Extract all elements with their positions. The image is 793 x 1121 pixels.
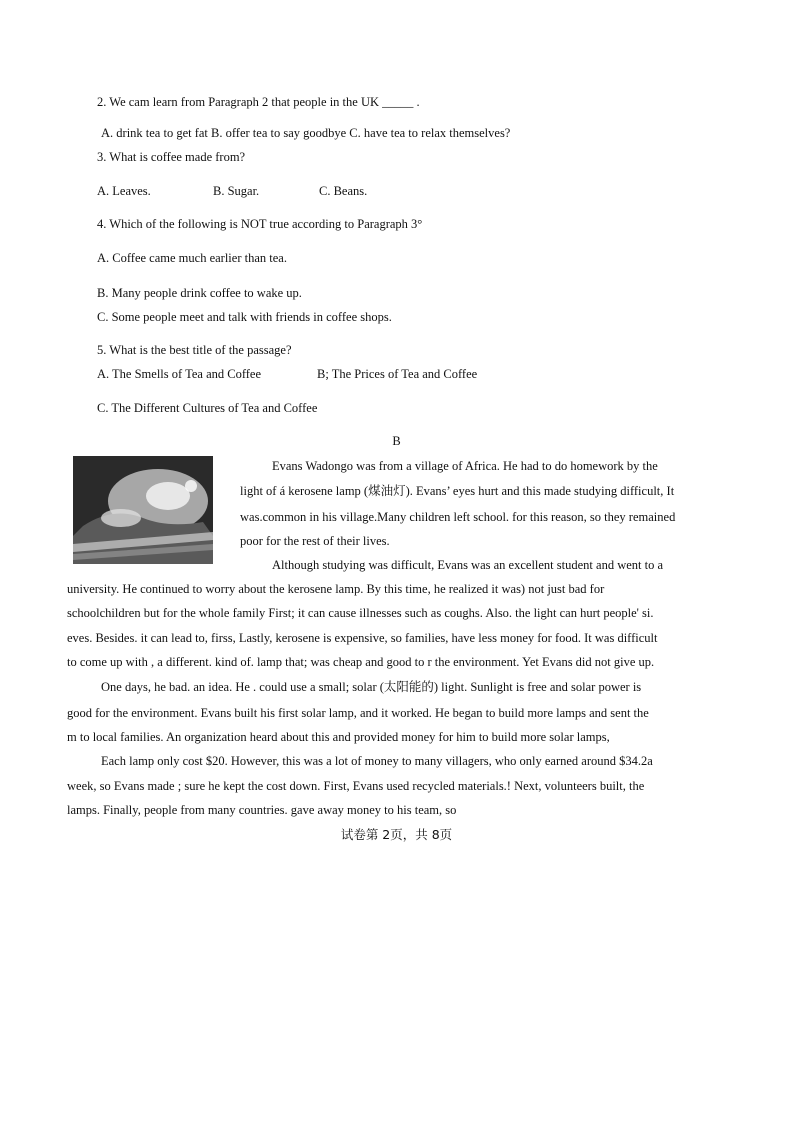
paragraph-2-line-4: eves. Besides. it can lead to, firss, Lastly, kerosene is expensive, so families, have less money for food. It was difficult (67, 631, 658, 645)
paragraph-3-line-1: One days, he bad. an idea. He . could use a small; solar (太阳能的) light. Sunlight is free and solar power is (101, 680, 642, 694)
question-4-stem: 4. Which of the following is NOT true according to Paragraph 3° (97, 217, 423, 231)
question-3-stem: 3. What is coffee made from? (97, 150, 246, 164)
paragraph-4-line-2: week, so Evans made ; sure he kept the cost down. First, Evans used recycled materials.! Next, volunteers built, the (67, 779, 645, 793)
page-footer: 试卷第 2页，共 8页 (340, 827, 453, 842)
question-5-option-b: B; The Prices of Tea and Coffee (317, 367, 478, 381)
paragraph-3-line-2: good for the environment. Evans built his first solar lamp, and it worked. He began to build more lamps and sent the (67, 706, 649, 720)
paragraph-4-line-1: Each lamp only cost $20. However, this was a lot of money to many villagers, who only earned around $34.2a (101, 754, 653, 768)
paragraph-2-line-1: Although studying was difficult, Evans was an excellent student and went to a (272, 558, 664, 572)
paragraph-3-line-3: m to local families. An organization heard about this and provided money for him to build more solar lamps, (67, 730, 610, 744)
section-b-heading: B (392, 434, 401, 448)
question-4-option-b: B. Many people drink coffee to wake up. (97, 286, 302, 300)
question-2-options: A. drink tea to get fat B. offer tea to say goodbye C. have tea to relax themselves? (101, 126, 511, 140)
paragraph-1-line-4: poor for the rest of their lives. (240, 534, 390, 548)
paragraph-2-line-2: university. He continued to worry about the kerosene lamp. By this time, he realized it was) not just bad for (67, 582, 605, 596)
question-4-option-c: C. Some people meet and talk with friends in coffee shops. (97, 310, 392, 324)
paragraph-1-line-3: was.common in his village.Many children left school. for this reason, so they remained (240, 510, 676, 524)
question-5-stem: 5. What is the best title of the passage? (97, 343, 292, 357)
paragraph-2-line-3: schoolchildren but for the whole family First; it can cause illnesses such as coughs. Also. the light can hurt people' si. (67, 606, 654, 620)
paragraph-1-line-2: light of á kerosene lamp (煤油灯). Evans’ eyes hurt and this made studying difficult, It (240, 484, 675, 498)
question-4-option-a: A. Coffee came much earlier than tea. (97, 251, 287, 265)
paragraph-2-line-5: to come up with , a different. kind of. lamp that; was cheap and good to r the environment. Yet Evans did not give up. (67, 655, 655, 669)
question-5-option-c: C. The Different Cultures of Tea and Coffee (97, 401, 318, 415)
question-5-option-a: A. The Smells of Tea and Coffee (97, 367, 262, 381)
question-3-option-b: B. Sugar. (213, 184, 260, 198)
question-3-option-a: A. Leaves. (97, 184, 151, 198)
photo-of-boy-reading-icon (73, 456, 213, 564)
paragraph-4-line-3: lamps. Finally, people from many countries. gave away money to his team, so (67, 803, 457, 817)
question-2-stem: 2. We cam learn from Paragraph 2 that people in the UK _____ . (97, 95, 420, 109)
question-3-option-c: C. Beans. (319, 184, 368, 198)
paragraph-1-line-1: Evans Wadongo was from a village of Africa. He had to do homework by the (272, 459, 658, 473)
